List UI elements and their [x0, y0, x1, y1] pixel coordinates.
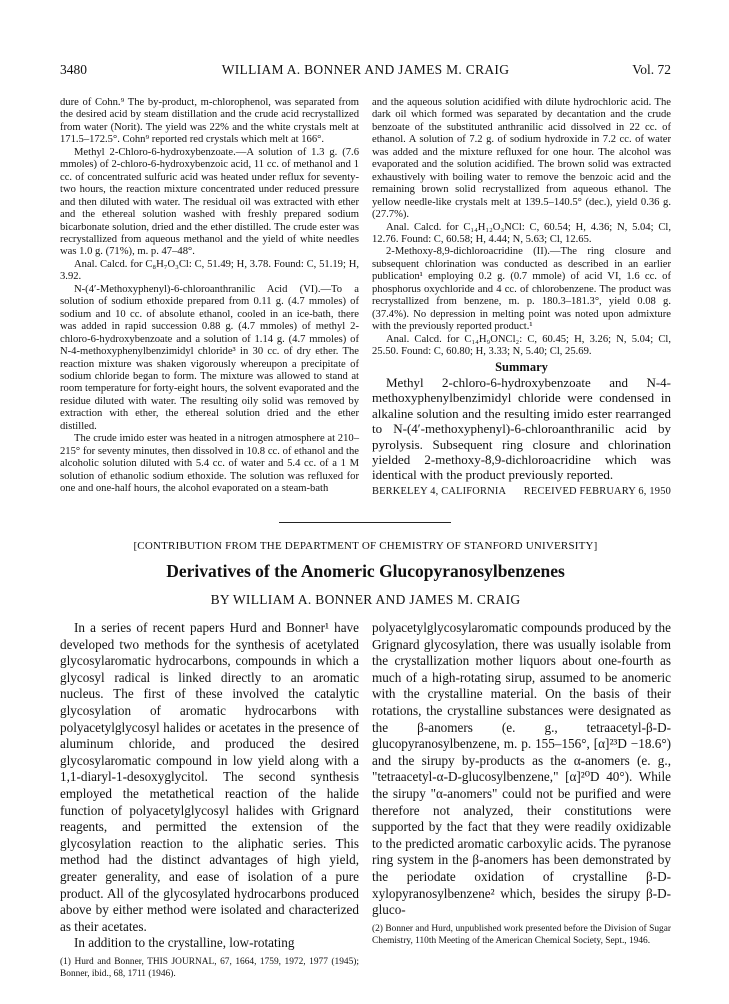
- affiliation-address: BERKELEY 4, CALIFORNIA: [372, 485, 507, 497]
- bottom-left-column: [60, 620, 359, 980]
- paragraph: Anal. Calcd. for C₁₄H₉ONCl₂: C, 60.45; H, 3.26; N, 5.04; Cl, 25.50. Found: C, 60.80; H, 3.33; N, 5.40; Cl, 25.69.: [372, 333, 671, 358]
- paragraph: 2-Methoxy-8,9-dichloroacridine (II).—The ring closure and subsequent chlorination was conducted as described in an earlier publication¹ employing 0.2 g. (0.7 mmole) of acid VI, 1.6 cc. of phosphorus oxychloride and 4 cc. of chlorobenzene. The product was recrystallized from benzene, m. p. 180.3–181.3°, yield 0.08 g. (37.4%). No depression in melting point was noted upon admixture with the previously reported product.¹: [372, 246, 671, 333]
- top-right-column: [372, 97, 671, 498]
- paragraph: Anal. Calcd. for C₁₄H₁₂O₃NCl: C, 60.54; H, 4.36; N, 5.04; Cl, 12.76. Found: C, 60.58; H, 4.44; N, 5.63; Cl, 12.65.: [372, 221, 671, 245]
- contribution-line: [CONTRIBUTION FROM THE DEPARTMENT OF CHEMISTRY OF STANFORD UNIVERSITY]: [133, 540, 598, 552]
- running-header: [60, 62, 671, 80]
- paragraph: In a series of recent papers Hurd and Bonner¹ have developed two methods for the synthesis of acetylated glycosylaromatic hydrocarbons, compounds in which a glycosyl radical is linked directly to an aromatic nucleus. The first of these involved the catalytic glycosylation of aromatic hydrocarbons with polyacetylglycosyl halides or acetates in the presence of aluminum chloride, and produced the desired glycosylaromatic compound in low yield along with a 1,1-diaryl-1-desoxyglycitol. The second synthesis employed the metathetical reaction of the halide function of polyacetylglycosyl halides with Grignard reagents, and permitted the extension of the glycosylation reaction to the aliphatic series. This method had the distinct advantages of high yield, greater generality, and ease of isolation of a pure product. All of the glycosylated hydrocarbons produced above by either method were isolated and characterized as their acetates.: [60, 620, 359, 934]
- article-title: Derivatives of the Anomeric Glucopyranosylbenzenes: [166, 561, 565, 581]
- paragraph: dure of Cohn.⁹ The by-product, m-chlorophenol, was separated from the desired acid by steam distillation and the crude acid recrystallized from water (Norit). The yield was 22% and the white crystals melt at 171.5–172.5°. Cohn⁹ reported red crystals which melt at 166°.: [60, 97, 359, 146]
- paragraph: and the aqueous solution acidified with dilute hydrochloric acid. The dark oil which formed was separated by decantation and the crude benzoate of the substituted anthranilic acid dissolved in 22 cc. of ethanol. A solution of 7.2 g. of sodium hydroxide in 7.2 cc. of water was added and the mixture refluxed for one hour. The alcohol was evaporated and the solution acidified. The brown solid was extracted exhaustively with boiling water to remove the benzoic acid and the remaining brown solid recrystallized from aqueous ethanol. The yellow needle-like crystals melt at 139.5–140.5° (dec.), yield 0.36 g. (27.7%).: [372, 97, 671, 221]
- page-number: 3480: [60, 62, 87, 77]
- paragraph: Anal. Calcd. for C₈H₇O₃Cl: C, 51.49; H, 3.78. Found: C, 51.19; H, 3.92.: [60, 258, 359, 283]
- article-byline: BY WILLIAM A. BONNER AND JAMES M. CRAIG: [210, 592, 521, 607]
- received-date: RECEIVED FEBRUARY 6, 1950: [523, 485, 671, 497]
- paragraph: N-(4′-Methoxyphenyl)-6-chloroanthranilic Acid (VI).—To a solution of sodium ethoxide prepared from 0.11 g. (4.7 mmoles) of sodium and 10 cc. of absolute ethanol, cooled in an ice-bath, there was added in rapid succession 0.88 g. (4.7 mmoles) of methyl 2-chloro-6-hydroxybenzoate and a solution of 1.14 g. (4.7 mmoles) of N-4-methoxyphenylbenzimidyl chloride³ in 30 cc. of dry ether. The reaction mixture was shaken vigorously whereupon a precipitate of sodium chloride began to form. The mixture was allowed to stand at room temperature for forty-eight hours, the solvent evaporated and the residue diluted with water. The resulting oily solid was removed by extraction with ether, the ethereal solution dried and the ether distilled.: [60, 283, 359, 432]
- bottom-right-column: [372, 620, 671, 947]
- top-left-column: [60, 97, 359, 496]
- summary-text: Methyl 2-chloro-6-hydroxybenzoate and N-4-methoxyphenylbenzimidyl chloride were condensed in alkaline solution and the resulting imido ester rearranged to N-(4′-methoxyphenyl)-6-chloroanthranilic acid by pyrolysis. Subsequent ring closure and chlorination yielded 2-methoxy-8,9-dichloroacridine which was identical with the product previously reported.: [372, 374, 671, 483]
- footnote: (1) Hurd and Bonner, THIS JOURNAL, 67, 1664, 1759, 1972, 1977 (1945); Bonner, ibid., 68, 1711 (1946).: [60, 956, 359, 979]
- running-authors: WILLIAM A. BONNER AND JAMES M. CRAIG: [221, 62, 510, 77]
- address-line: [372, 486, 671, 498]
- paragraph: In addition to the crystalline, low-rotating: [74, 935, 295, 951]
- summary-heading: Summary: [495, 359, 548, 374]
- paragraph: The crude imido ester was heated in a nitrogen atmosphere at 210–215° for seventy minutes, then dissolved in 10.8 cc. of ethanol and the alcoholic solution diluted with 5.4 cc. of water and 5.4 cc. of a 1 M solution of ethanolic sodium ethoxide. The solution was refluxed for one and one-half hours, the alcohol evaporated on a steam-bath: [60, 433, 359, 495]
- paragraph: Methyl 2-Chloro-6-hydroxybenzoate.—A solution of 1.3 g. (7.6 mmoles) of 2-chloro-6-hydroxybenzoic acid, 11 cc. of methanol and 1 cc. of concentrated sulfuric acid was heated under reflux for seventy-two hours, the reaction mixture concentrated under reduced pressure and then diluted with water. The residual oil was extracted with ether and the ethereal solution washed with freshly prepared sodium bicarbonate solution, dried and the ether distilled. The crude ester was recrystallized from aqueous methanol and the yield of white needles was 1.0 g. (71%), m. p. 47–48°.: [60, 146, 359, 258]
- footnote: (2) Bonner and Hurd, unpublished work presented before the Division of Sugar Chemistry, 110th Meeting of the American Chemical Society, Sept., 1946.: [372, 923, 671, 946]
- volume-label: Vol. 72: [632, 62, 671, 77]
- paragraph: polyacetylglycosylaromatic compounds produced by the Grignard glycosylation, there was usually isolable from the crystallization mother liquors about one-fourth as much of a high-rotating sirup, assumed to be anomeric with the crystalline material. On the basis of their rotations, the crystalline substances were designated as the β-anomers (e. g., tetraacetyl-β-D-glucopyranosylbenzene, m. p. 155–156°, [α]²³D −18.6°) and the sirupy by-products as the α-anomers (e. g., "tetraacetyl-α-D-glucosylbenzene," [α]²⁰D 40°). While the sirupy "α-anomers" could not be purified and were therefore not analyzed, their constitutions were supported by the fact that they were readily oxidizable to the predicted aromatic carboxylic acids. The pyranose ring system in the β-anomers has been demonstrated by the periodate oxidation of crystalline β-D-xylopyranosylbenzene² which, besides the sirupy β-D-gluco-: [372, 620, 671, 918]
- section-divider: [279, 522, 451, 523]
